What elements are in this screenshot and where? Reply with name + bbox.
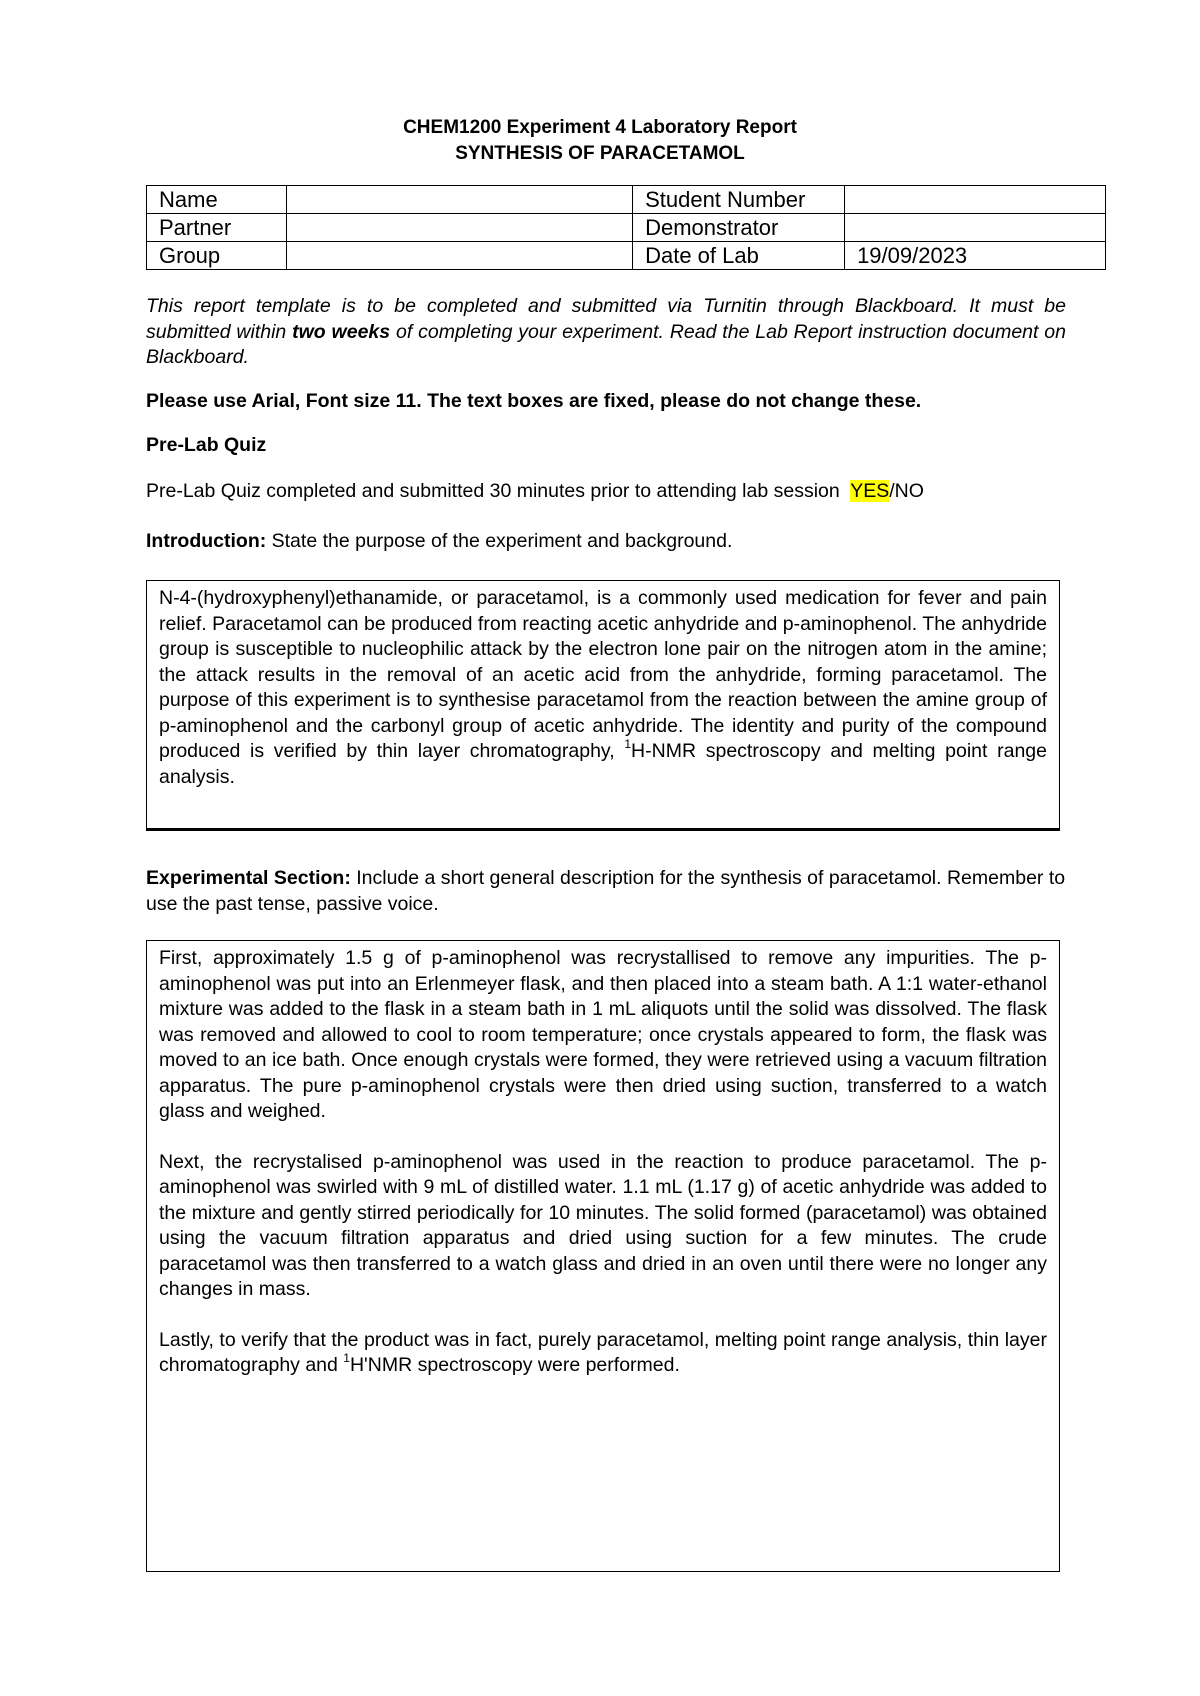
- partner-field[interactable]: [287, 214, 633, 242]
- introduction-body-end: H-NMR spectroscopy and melting point range analysis.: [159, 740, 1047, 788]
- prelab-statement-text: Pre-Lab Quiz completed and submitted 30 minutes prior to attending lab session: [146, 480, 851, 502]
- name-label: Name: [147, 186, 287, 214]
- experimental-prompt: [146, 866, 1066, 917]
- introduction-body: N-4-(hydroxyphenyl)ethanamide, or paracetamol, is a commonly used medication for fever and pain relief. Paracetamol can be produced from reacting acetic anhydride and p-aminophenol. The anhydride group is susceptible to nucleophilic attack by the electron lone pair on the nitrogen atom in the amine; the attack results in the removal of an acetic acid from the anhydride, forming paracetamol. The purpose of this experiment is to synthesise paracetamol from the reaction between the amine group of p-aminophenol and the carbonyl group of acetic anhydride. The identity and purity of the compound produced is verified by thin layer chromatography,: [159, 587, 1047, 762]
- font-note: Please use Arial, Font size 11. The text boxes are fixed, please do not change these.: [146, 390, 922, 412]
- prelab-yes-option[interactable]: YES: [850, 480, 890, 502]
- student-number-label: Student Number: [633, 186, 845, 214]
- introduction-prompt-text: State the purpose of the experiment and background.: [266, 530, 733, 552]
- report-title: CHEM1200 Experiment 4 Laboratory Report: [403, 117, 797, 138]
- student-number-field[interactable]: [845, 186, 1106, 214]
- prelab-statement: [146, 479, 1066, 505]
- experimental-paragraph-2: Next, the recrystalised p-aminophenol was used in the reaction to produce paracetamol. The p-aminophenol was swirled with 9 mL of distilled water. 1.1 mL (1.17 g) of acetic anhydride was added to the mixture and gently stirred periodically for 10 minutes. The solid formed (paracetamol) was obtained using the vacuum filtration apparatus and dried using suction for a few minutes. The crude paracetamol was then transferred to a watch glass and dried in an oven until there were no longer any changes in mass.: [159, 1150, 1047, 1300]
- nmr-superscript: 1: [343, 1350, 350, 1365]
- experimental-text-box[interactable]: [146, 940, 1060, 1572]
- experimental-prompt-text: Include a short general description for the synthesis of paracetamol. Remember to use the past tense, passive voice.: [146, 867, 1066, 915]
- instructions-text-1: This report template is to be completed and submitted via Turnitin through Blackboard. It must be submitted within: [146, 295, 1066, 343]
- table-row: [147, 242, 1106, 270]
- group-field[interactable]: [287, 242, 633, 270]
- name-field[interactable]: [287, 186, 633, 214]
- prelab-no-option[interactable]: /NO: [889, 480, 924, 502]
- experimental-paragraph-1: First, approximately 1.5 g of p-aminophenol was recrystallised to remove any impurities. The p-aminophenol was put into an Erlenmeyer flask, and then placed into a steam bath. A 1:1 water-ethanol mixture was added to the flask in a steam bath in 1 mL aliquots until the solid was dissolved. The flask was removed and allowed to cool to room temperature; once crystals appeared to form, the flask was moved to an ice bath. Once enough crystals were formed, they were retrieved using a vacuum filtration apparatus. The pure p-aminophenol crystals were then dried using suction, transferred to a watch glass and weighed.: [159, 947, 1047, 1122]
- group-label: Group: [147, 242, 287, 270]
- demonstrator-field[interactable]: [845, 214, 1106, 242]
- experimental-paragraph-3: [159, 1328, 1047, 1379]
- report-subtitle: SYNTHESIS OF PARACETAMOL: [455, 143, 745, 164]
- demonstrator-label: Demonstrator: [633, 214, 845, 242]
- instructions-emphasis: two weeks: [292, 320, 391, 343]
- paragraph-3-text: Lastly, to verify that the product was in fact, purely paracetamol, melting point range analysis, thin layer chromatography and: [159, 1328, 1047, 1376]
- submission-instructions: [146, 294, 1066, 371]
- partner-label: Partner: [147, 214, 287, 242]
- experimental-heading: Experimental Section:: [146, 867, 351, 889]
- instructions-text-2: of completing your experiment. Read the Lab Report instruction document on Blackboard.: [146, 320, 1066, 368]
- nmr-superscript: 1: [624, 736, 632, 751]
- student-info-table: [146, 185, 1106, 270]
- date-of-lab-label: Date of Lab: [633, 242, 845, 270]
- prelab-heading: Pre-Lab Quiz: [146, 434, 267, 456]
- date-of-lab-field[interactable]: 19/09/2023: [845, 242, 1106, 270]
- table-row: [147, 214, 1106, 242]
- table-row: [147, 186, 1106, 214]
- paragraph-3-text-end: H'NMR spectroscopy were performed.: [349, 1354, 680, 1376]
- introduction-heading: Introduction:: [146, 530, 267, 552]
- introduction-text-box[interactable]: [146, 580, 1060, 831]
- introduction-prompt: [146, 529, 1066, 555]
